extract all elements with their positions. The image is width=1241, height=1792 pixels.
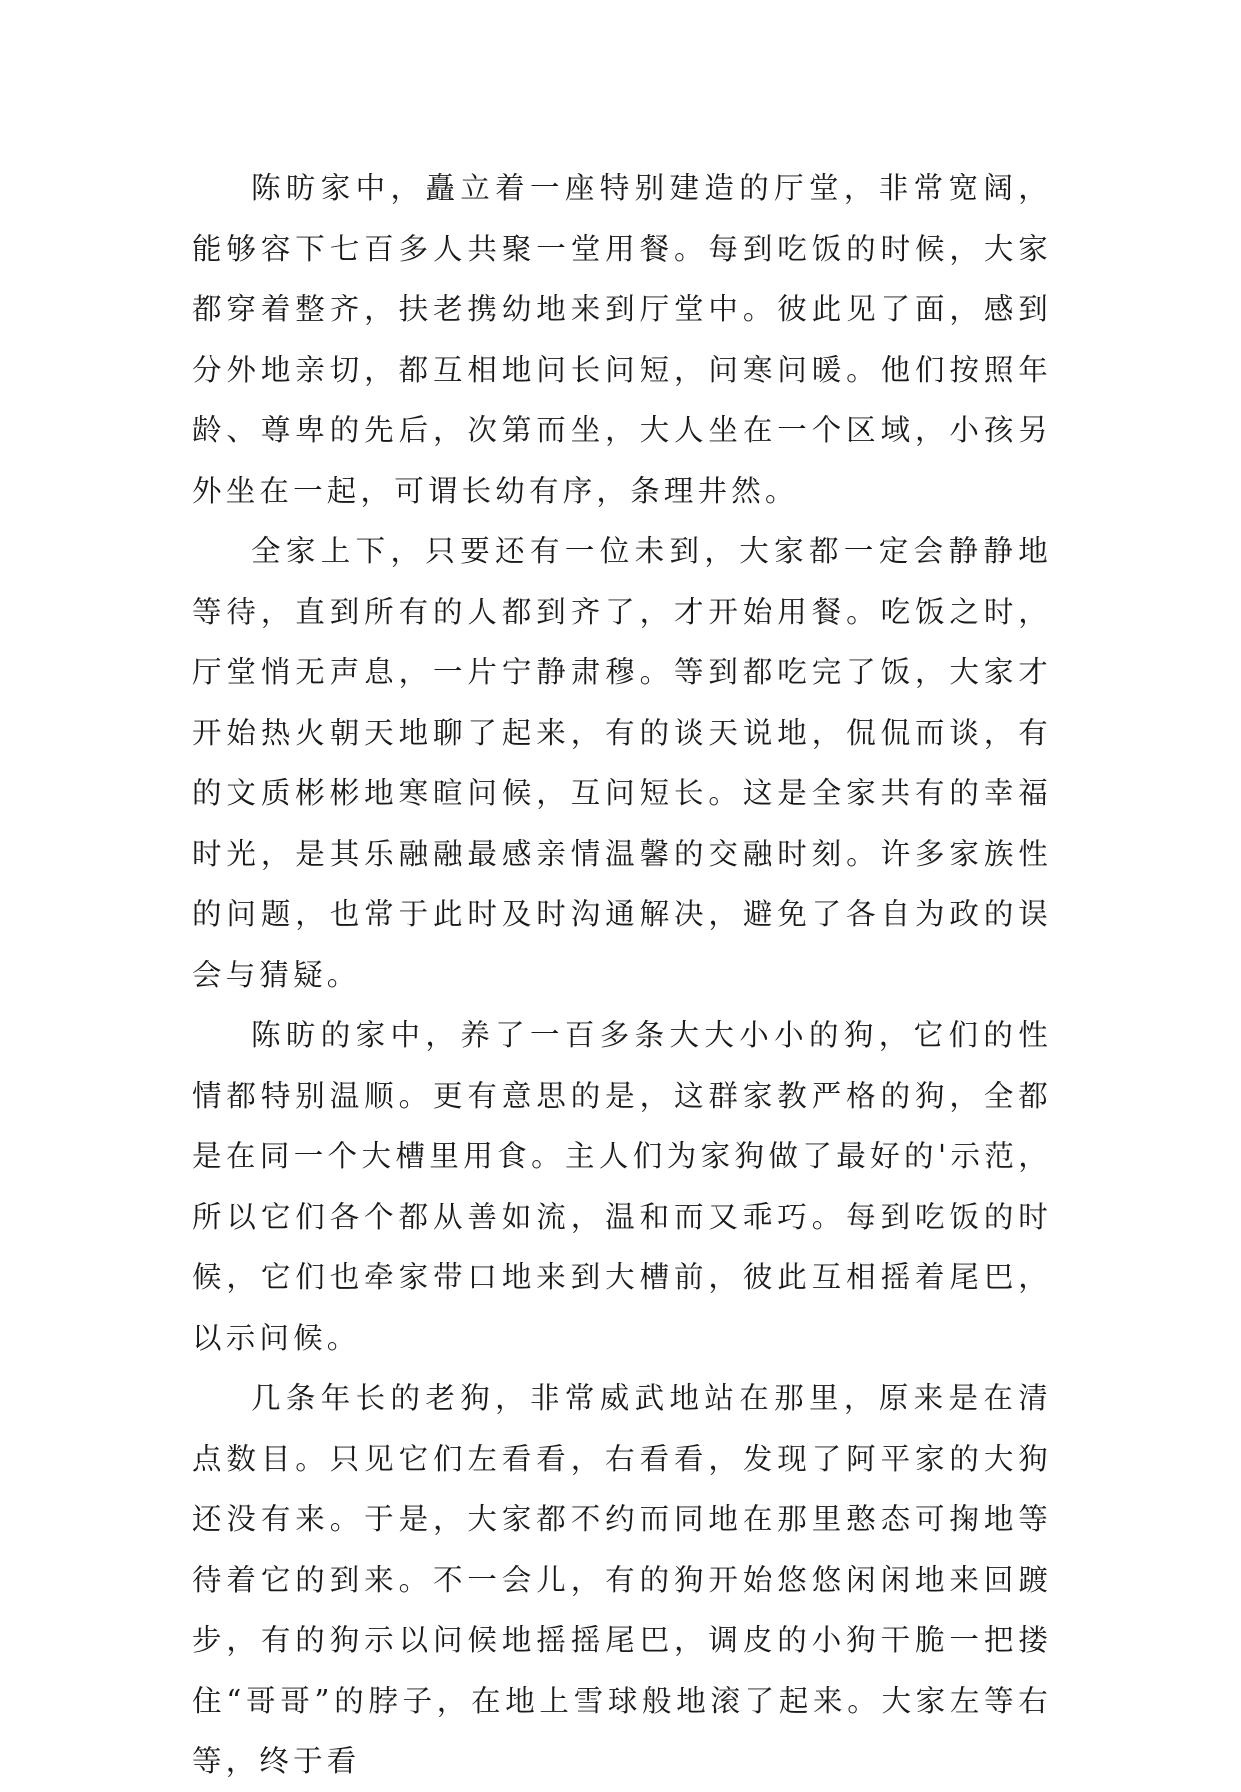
paragraph: 几条年长的老狗，非常威武地站在那里，原来是在清点数目。只见它们左看看，右看看，发现了阿平家的大狗还没有来。于是，大家都不约而同地在那里憨态可掬地等待着它的到来。不一会儿，有的狗开始悠悠闲闲地来回踱步，有的狗示以问候地摇摇尾巴，调皮的小狗干脆一把搂住“哥哥”的脖子，在地上雪球般地滚了起来。大家左等右等，终于看 xyxy=(192,1381,1052,1778)
paragraph: 全家上下，只要还有一位未到，大家都一定会静静地等待，直到所有的人都到齐了，才开始用餐。吃饭之时，厅堂悄无声息，一片宁静肃穆。等到都吃完了饭，大家才开始热火朝天地聊了起来，有的谈天说地，侃侃而谈，有的文质彬彬地寒暄问候，互问短长。这是全家共有的幸福时光，是其乐融融最感亲情温馨的交融时刻。许多家族性的问题，也常于此时及时沟通解决，避免了各自为政的误会与猜疑。 xyxy=(192,534,1052,992)
paragraph: 陈昉家中，矗立着一座特别建造的厅堂，非常宽阔，能够容下七百多人共聚一堂用餐。每到吃饭的时候，大家都穿着整齐，扶老携幼地来到厅堂中。彼此见了面，感到分外地亲切，都互相地问长问短，问寒问暖。他们按照年龄、尊卑的先后，次第而坐，大人坐在一个区域，小孩另外坐在一起，可谓长幼有序，条理井然。 xyxy=(192,171,1052,508)
paragraph: 陈昉的家中，养了一百多条大大小小的狗，它们的性情都特别温顺。更有意思的是，这群家教严格的狗，全都是在同一个大槽里用食。主人们为家狗做了最好的'示范，所以它们各个都从善如流，温和而又乖巧。每到吃饭的时候，它们也牵家带口地来到大槽前，彼此互相摇着尾巴，以示问候。 xyxy=(192,1018,1052,1355)
document-body xyxy=(192,158,1052,1792)
